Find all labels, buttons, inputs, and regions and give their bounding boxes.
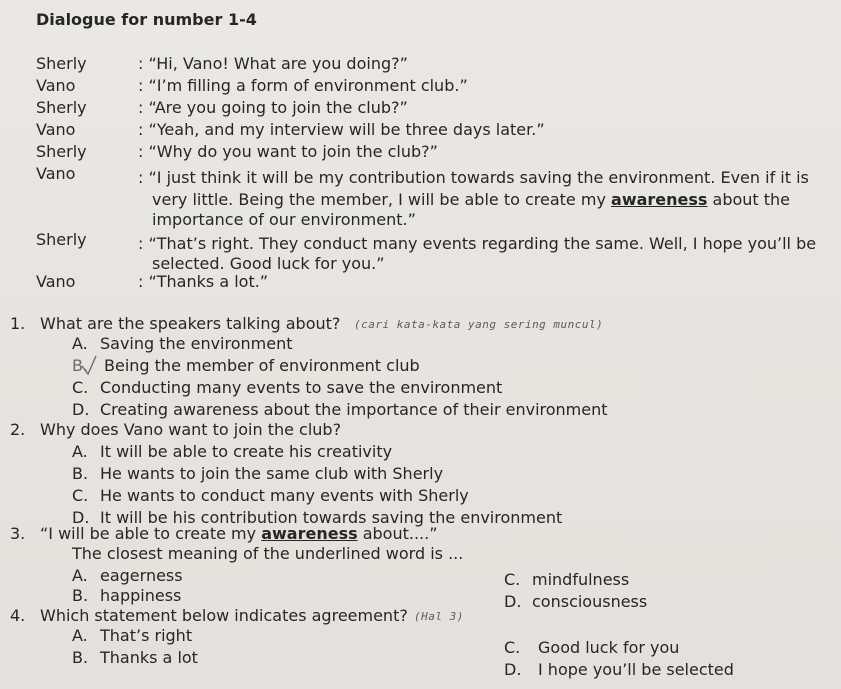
speaker-name: Vano: [36, 164, 76, 183]
option-text: Saving the environment: [100, 334, 293, 353]
option-text: He wants to conduct many events with Sherly: [100, 486, 469, 505]
underlined-word: awareness: [611, 190, 708, 209]
dialogue-line: : “Hi, Vano! What are you doing?”: [138, 54, 408, 73]
dialogue-text: very little. Being the member, I will be able to create my: [152, 190, 606, 209]
speaker-name: Sherly: [36, 98, 87, 117]
dialogue-line: : “Why do you want to join the club?”: [138, 142, 438, 161]
question-text-part: “I will be able to create my: [40, 524, 257, 543]
question-number: 4.: [10, 606, 26, 625]
answer-check-mark: [80, 354, 98, 376]
page-title: Dialogue for number 1-4: [36, 10, 257, 29]
option-text: It will be his contribution towards saving the environment: [100, 508, 563, 527]
question-text: Why does Vano want to join the club?: [40, 420, 342, 439]
dialogue-line-continued: [152, 190, 790, 210]
option-letter: B.: [72, 586, 89, 605]
dialogue-line: : “Thanks a lot.”: [138, 272, 269, 291]
option-text: happiness: [100, 586, 182, 605]
dialogue-line: : “That’s right. They conduct many events regarding the same. Well, I hope you’ll be: [138, 234, 817, 253]
dialogue-line: : “I’m filling a form of environment club.”: [138, 76, 468, 95]
option-letter: D.: [504, 592, 522, 611]
speaker-name: Sherly: [36, 54, 87, 73]
speaker-name: Vano: [36, 76, 76, 95]
question-text-part: about....”: [362, 524, 438, 543]
question-subtext: The closest meaning of the underlined word is ...: [72, 544, 464, 563]
dialogue-line: : “Are you going to join the club?”: [138, 98, 408, 117]
option-text: It will be able to create his creativity: [100, 442, 393, 461]
option-text: He wants to join the same club with Sherly: [100, 464, 444, 483]
speaker-name: Vano: [36, 120, 76, 139]
option-text: consciousness: [532, 592, 648, 611]
option-text: mindfulness: [532, 570, 630, 589]
option-text: Good luck for you: [538, 638, 680, 657]
option-letter: C.: [72, 378, 89, 397]
question-number: 3.: [10, 524, 26, 543]
option-text: eagerness: [100, 566, 183, 585]
option-letter: B.: [72, 464, 89, 483]
option-letter: A.: [72, 442, 88, 461]
option-letter: B.: [72, 356, 89, 375]
option-letter: A.: [72, 566, 88, 585]
option-letter: A.: [72, 334, 88, 353]
question-text: [40, 524, 438, 544]
option-text: That’s right: [100, 626, 193, 645]
dialogue-line: : “I just think it will be my contribution towards saving the environment. Even if it is: [138, 168, 809, 187]
underlined-word: awareness: [261, 524, 358, 543]
option-letter: D.: [504, 660, 522, 679]
option-text: Creating awareness about the importance of their environment: [100, 400, 608, 419]
dialogue-line-continued: selected. Good luck for you.”: [152, 254, 385, 273]
handwritten-note: (Hal 3): [414, 610, 464, 623]
speaker-name: Vano: [36, 272, 76, 291]
question-number: 2.: [10, 420, 26, 439]
dialogue-text: about the: [712, 190, 791, 209]
option-text: Conducting many events to save the environment: [100, 378, 503, 397]
option-letter: D.: [72, 400, 90, 419]
option-text: Being the member of environment club: [104, 356, 420, 375]
handwritten-note: (cari kata-kata yang sering muncul): [354, 318, 604, 331]
dialogue-line-continued: importance of our environment.”: [152, 210, 416, 229]
question-text: What are the speakers talking about?: [40, 314, 341, 333]
speaker-name: Sherly: [36, 142, 87, 161]
option-text: Thanks a lot: [100, 648, 198, 667]
option-letter: C.: [504, 638, 521, 657]
speaker-name: Sherly: [36, 230, 87, 249]
dialogue-line: : “Yeah, and my interview will be three days later.”: [138, 120, 545, 139]
option-letter: C.: [504, 570, 521, 589]
option-letter: D.: [72, 508, 90, 527]
option-letter: B.: [72, 648, 89, 667]
option-letter: C.: [72, 486, 89, 505]
question-number: 1.: [10, 314, 26, 333]
question-text: Which statement below indicates agreement?: [40, 606, 408, 625]
option-letter: A.: [72, 626, 88, 645]
option-text: I hope you’ll be selected: [538, 660, 734, 679]
